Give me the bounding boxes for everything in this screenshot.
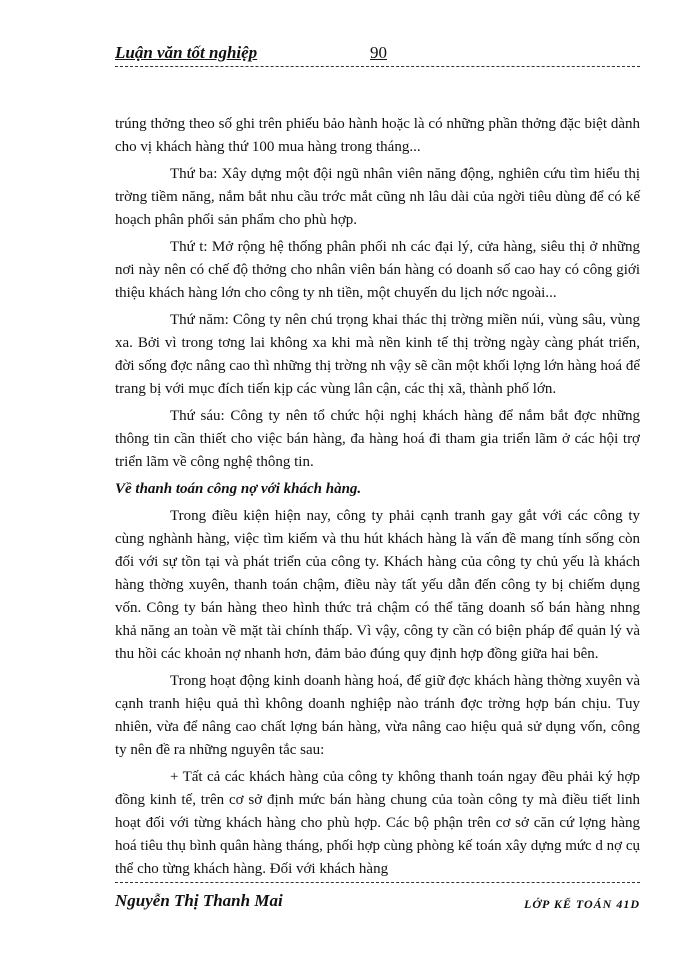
paragraph-thu-sau: Thứ sáu: Công ty nên tổ chức hội nghị khách hàng để nắm bắt đợc những thông tin cần thiết cho việc bán hàng, đa hàng hoá đi tham gia triển lãm ở các hội trợ triển lãm về công nghệ thông tin. xyxy=(115,408,640,470)
paragraph-thu-nam: Thứ năm: Công ty nên chú trọng khai thác thị trờng miền núi, vùng sâu, vùng xa. Bởi vì trong tơng lai không xa khi mà nền kinh tế thị trờng ngày càng phát triển, đời sống đợc nâng cao thì những thị trờng nh vậy sẽ cần một khối lợng lớn hàng hoá để trang bị với mục đích tiến kịp các vùng lân cận, các thị xã, thành phố lớn. xyxy=(115,312,640,397)
page-header xyxy=(115,38,640,67)
paragraph-thu-tu: Thứ t: Mở rộng hệ thống phân phối nh các đại lý, cửa hàng, siêu thị ở những nơi này nên có chế độ thởng cho nhân viên bán hàng có doanh số cao hay có công giới thiệu khách hàng lớn cho công ty nh tiền, một chuyến du lịch nớc ngoài... xyxy=(115,239,640,301)
class-name: LỚP KẾ TOÁN 41D xyxy=(523,897,640,911)
paragraph-continuation: trúng thởng theo số ghi trên phiếu bảo hành hoặc là có những phần thởng đặc biệt dành cho vị khách hàng thứ 100 mua hàng trong tháng... xyxy=(115,116,640,155)
page-footer xyxy=(115,882,640,923)
paragraph-body: + Tất cả các khách hàng của công ty không thanh toán ngay đều phải ký hợp đồng kinh tế, trên cơ sở định mức bán hàng chung của toàn công ty mà điều tiết linh hoạt đối với từng khách hàng cho phù hợp. Các bộ phận trên cơ sở căn cứ lợng hàng hoá tiêu thụ bình quân hàng tháng, phối hợp cùng phòng kế toán xây dựng mức d nợ cụ thể cho từng khách hàng. Đối với khách hàng xyxy=(115,769,640,877)
document-body xyxy=(115,113,640,885)
paragraph-body: Trong điều kiện hiện nay, công ty phải cạnh tranh gay gắt với các công ty cùng nghành hàng, việc tìm kiếm và thu hút khách hàng là vấn đề mang tính sống còn đối với sự tồn tại và phát triển của công ty. Khách hàng của công ty chủ yếu là khách hàng thờng xuyên, thanh toán chậm, điều này tất yếu dẫn đến công ty bị chiếm dụng vốn. Công ty bán hàng theo hình thức trả chậm có thể tăng doanh số bán hàng nhng khả năng an toàn về mặt tài chính thấp. Vì vậy, công ty cần có biện pháp để quản lý và thu hồi các khoản nợ nhanh hơn, đảm bảo đúng quy định hợp đồng giữa hai bên. xyxy=(115,508,640,662)
paragraph-thu-ba: Thứ ba: Xây dựng một đội ngũ nhân viên năng động, nghiên cứu tìm hiểu thị trờng tiềm năng, nắm bắt nhu cầu trớc mắt cũng nh lâu dài của ngời tiêu dùng để có kế hoạch phân phối sản phẩm cho phù hợp. xyxy=(115,166,640,228)
author-name: Nguyễn Thị Thanh Mai xyxy=(115,891,283,910)
thesis-title: Luận văn tốt nghiệp xyxy=(115,43,258,62)
page-number: 90 xyxy=(370,43,387,62)
paragraph-body: Trong hoạt động kinh doanh hàng hoá, để giữ đợc khách hàng thờng xuyên và cạnh tranh hiệu quả thì không doanh nghiệp nào tránh đợc trờng hợp bán chịu. Tuy nhiên, vừa để nâng cao chất lợng bán hàng, vừa nâng cao hiệu quả sử dụng vốn, công ty nên đề ra những nguyên tắc sau: xyxy=(115,673,640,758)
section-heading: Về thanh toán công nợ với khách hàng. xyxy=(115,481,362,497)
